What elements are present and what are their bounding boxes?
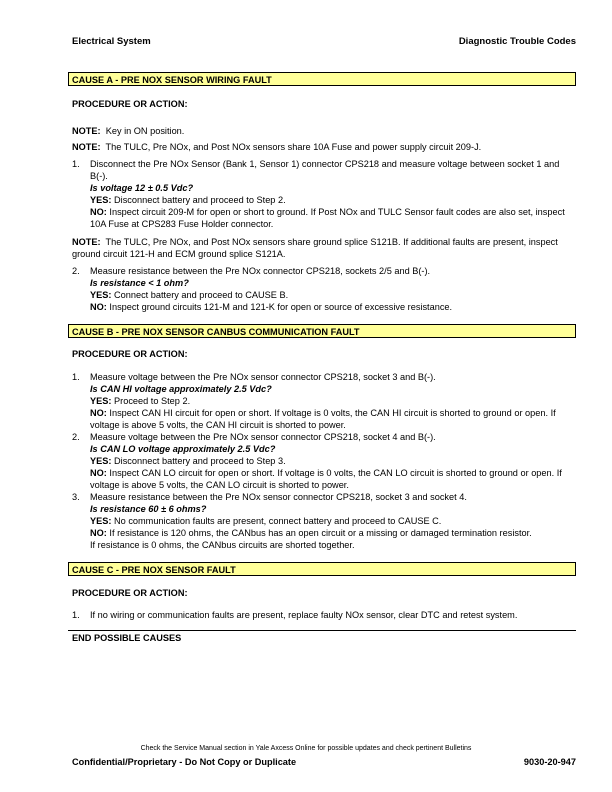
yes-label: YES: (90, 456, 112, 466)
yes-text: No communication faults are present, connect battery and proceed to CAUSE C. (114, 516, 442, 526)
yes-text: Proceed to Step 2. (114, 396, 191, 406)
step-text: If no wiring or communication faults are present, replace faulty NOx sensor, clear DTC and retest system. (90, 610, 518, 620)
no-text: Inspect ground circuits 121-M and 121-K for open or source of excessive resistance. (109, 302, 453, 312)
no-label: NO: (90, 207, 107, 217)
header-left: Electrical System (72, 36, 151, 47)
yes-label: YES: (90, 290, 112, 300)
step-text: Measure resistance between the Pre NOx connector CPS218, sockets 2/5 and B(-). (90, 266, 431, 276)
step-number: 1. (72, 372, 80, 382)
step-no (90, 301, 577, 313)
step-no-continued: If resistance is 0 ohms, the CANbus circuits are shorted together. (90, 540, 355, 550)
no-label: NO: (90, 528, 107, 538)
step-question: Is CAN LO voltage approximately 2.5 Vdc? (90, 444, 276, 454)
step-question: Is resistance 60 ± 6 ohms? (90, 504, 207, 514)
note-label: NOTE: (72, 126, 101, 136)
note-text: Key in ON position. (105, 126, 185, 136)
yes-text: Connect battery and proceed to CAUSE B. (114, 290, 289, 300)
step-question: Is CAN HI voltage approximately 2.5 Vdc? (90, 384, 272, 394)
step-yes (90, 194, 577, 206)
yes-text: Disconnect battery and proceed to Step 3. (114, 456, 286, 466)
cause-b-procedure-heading: PROCEDURE OR ACTION: (72, 349, 188, 359)
step-number: 3. (72, 492, 80, 502)
footer-page-number: 9030-20-947 (523, 757, 576, 767)
no-label: NO: (90, 302, 107, 312)
step-question: Is voltage 12 ± 0.5 Vdc? (90, 183, 194, 193)
step-question: Is resistance < 1 ohm? (90, 278, 189, 288)
footer-confidential: Confidential/Proprietary - Do Not Copy or Duplicate (72, 757, 297, 767)
cause-b-step-2 (72, 431, 577, 491)
header-right: Diagnostic Trouble Codes (458, 36, 576, 47)
cause-a-note-1 (72, 125, 577, 137)
no-label: NO: (90, 468, 107, 478)
yes-text: Disconnect battery and proceed to Step 2. (114, 195, 286, 205)
step-number: 2. (72, 266, 80, 276)
step-no (90, 407, 577, 431)
step-text: Disconnect the Pre NOx Sensor (Bank 1, Sensor 1) connector CPS218 and measure voltage between socket 1 and B(-). (90, 159, 560, 181)
cause-c-title: CAUSE C - PRE NOX SENSOR FAULT (68, 562, 576, 576)
step-yes (90, 515, 577, 527)
cause-a-step-2 (72, 265, 577, 313)
note-text: The TULC, Pre NOx, and Post NOx sensors share 10A Fuse and power supply circuit 209-J. (105, 142, 482, 152)
no-text: If resistance is 120 ohms, the CANbus has an open circuit or a missing or damaged termination resistor. (109, 528, 532, 538)
step-number: 1. (72, 159, 80, 169)
yes-label: YES: (90, 195, 112, 205)
note-label: NOTE: (72, 237, 101, 247)
no-text: Inspect circuit 209-M for open or short to ground. If Post NOx and TULC Sensor fault codes are also set, inspect 10A Fuse at CPS283 Fuse Holder connector. (90, 207, 565, 229)
step-no (90, 206, 577, 230)
step-yes (90, 395, 577, 407)
no-text: Inspect CAN HI circuit for open or short. If voltage is 0 volts, the CAN HI circuit is shorted to ground or open. If voltage is above 5 volts, the CAN HI circuit is shorted to power. (90, 408, 556, 430)
step-number: 2. (72, 432, 80, 442)
footer-notice: Check the Service Manual section in Yale Axcess Online for possible updates and check pertinent Bulletins (140, 745, 472, 752)
note-label: NOTE: (72, 142, 101, 152)
step-text: Measure voltage between the Pre NOx sensor connector CPS218, socket 3 and B(-). (90, 372, 436, 382)
cause-a-note-2 (72, 141, 577, 153)
cause-c-step-1 (72, 609, 577, 621)
note-text: The TULC, Pre NOx, and Post NOx sensors share ground splice S121B. If additional faults are present, inspect ground circuit 121-H and ECM ground splice S121A. (72, 237, 558, 259)
cause-a-step-1 (72, 158, 577, 230)
cause-a-title: CAUSE A - PRE NOX SENSOR WIRING FAULT (68, 72, 576, 86)
step-number: 1. (72, 610, 80, 620)
cause-a-procedure-heading: PROCEDURE OR ACTION: (72, 99, 188, 109)
divider-line (68, 630, 576, 631)
step-no (90, 527, 577, 539)
cause-b-title: CAUSE B - PRE NOX SENSOR CANBUS COMMUNICATION FAULT (68, 324, 576, 338)
cause-b-step-3 (72, 491, 577, 551)
no-text: Inspect CAN LO circuit for open or short. If voltage is 0 volts, the CAN LO circuit is shorted to ground or open. If voltage is above 5 volts, the CAN LO circuit is shorted to power. (90, 468, 562, 490)
no-label: NO: (90, 408, 107, 418)
step-text: Measure voltage between the Pre NOx sensor connector CPS218, socket 4 and B(-). (90, 432, 436, 442)
step-yes (90, 289, 577, 301)
step-no (90, 467, 577, 491)
step-yes (90, 455, 577, 467)
yes-label: YES: (90, 516, 112, 526)
step-text: Measure resistance between the Pre NOx sensor connector CPS218, socket 3 and socket 4. (90, 492, 467, 502)
cause-c-procedure-heading: PROCEDURE OR ACTION: (72, 588, 188, 598)
end-possible-causes: END POSSIBLE CAUSES (72, 633, 182, 643)
yes-label: YES: (90, 396, 112, 406)
cause-a-note-3 (72, 236, 577, 260)
cause-b-step-1 (72, 371, 577, 431)
